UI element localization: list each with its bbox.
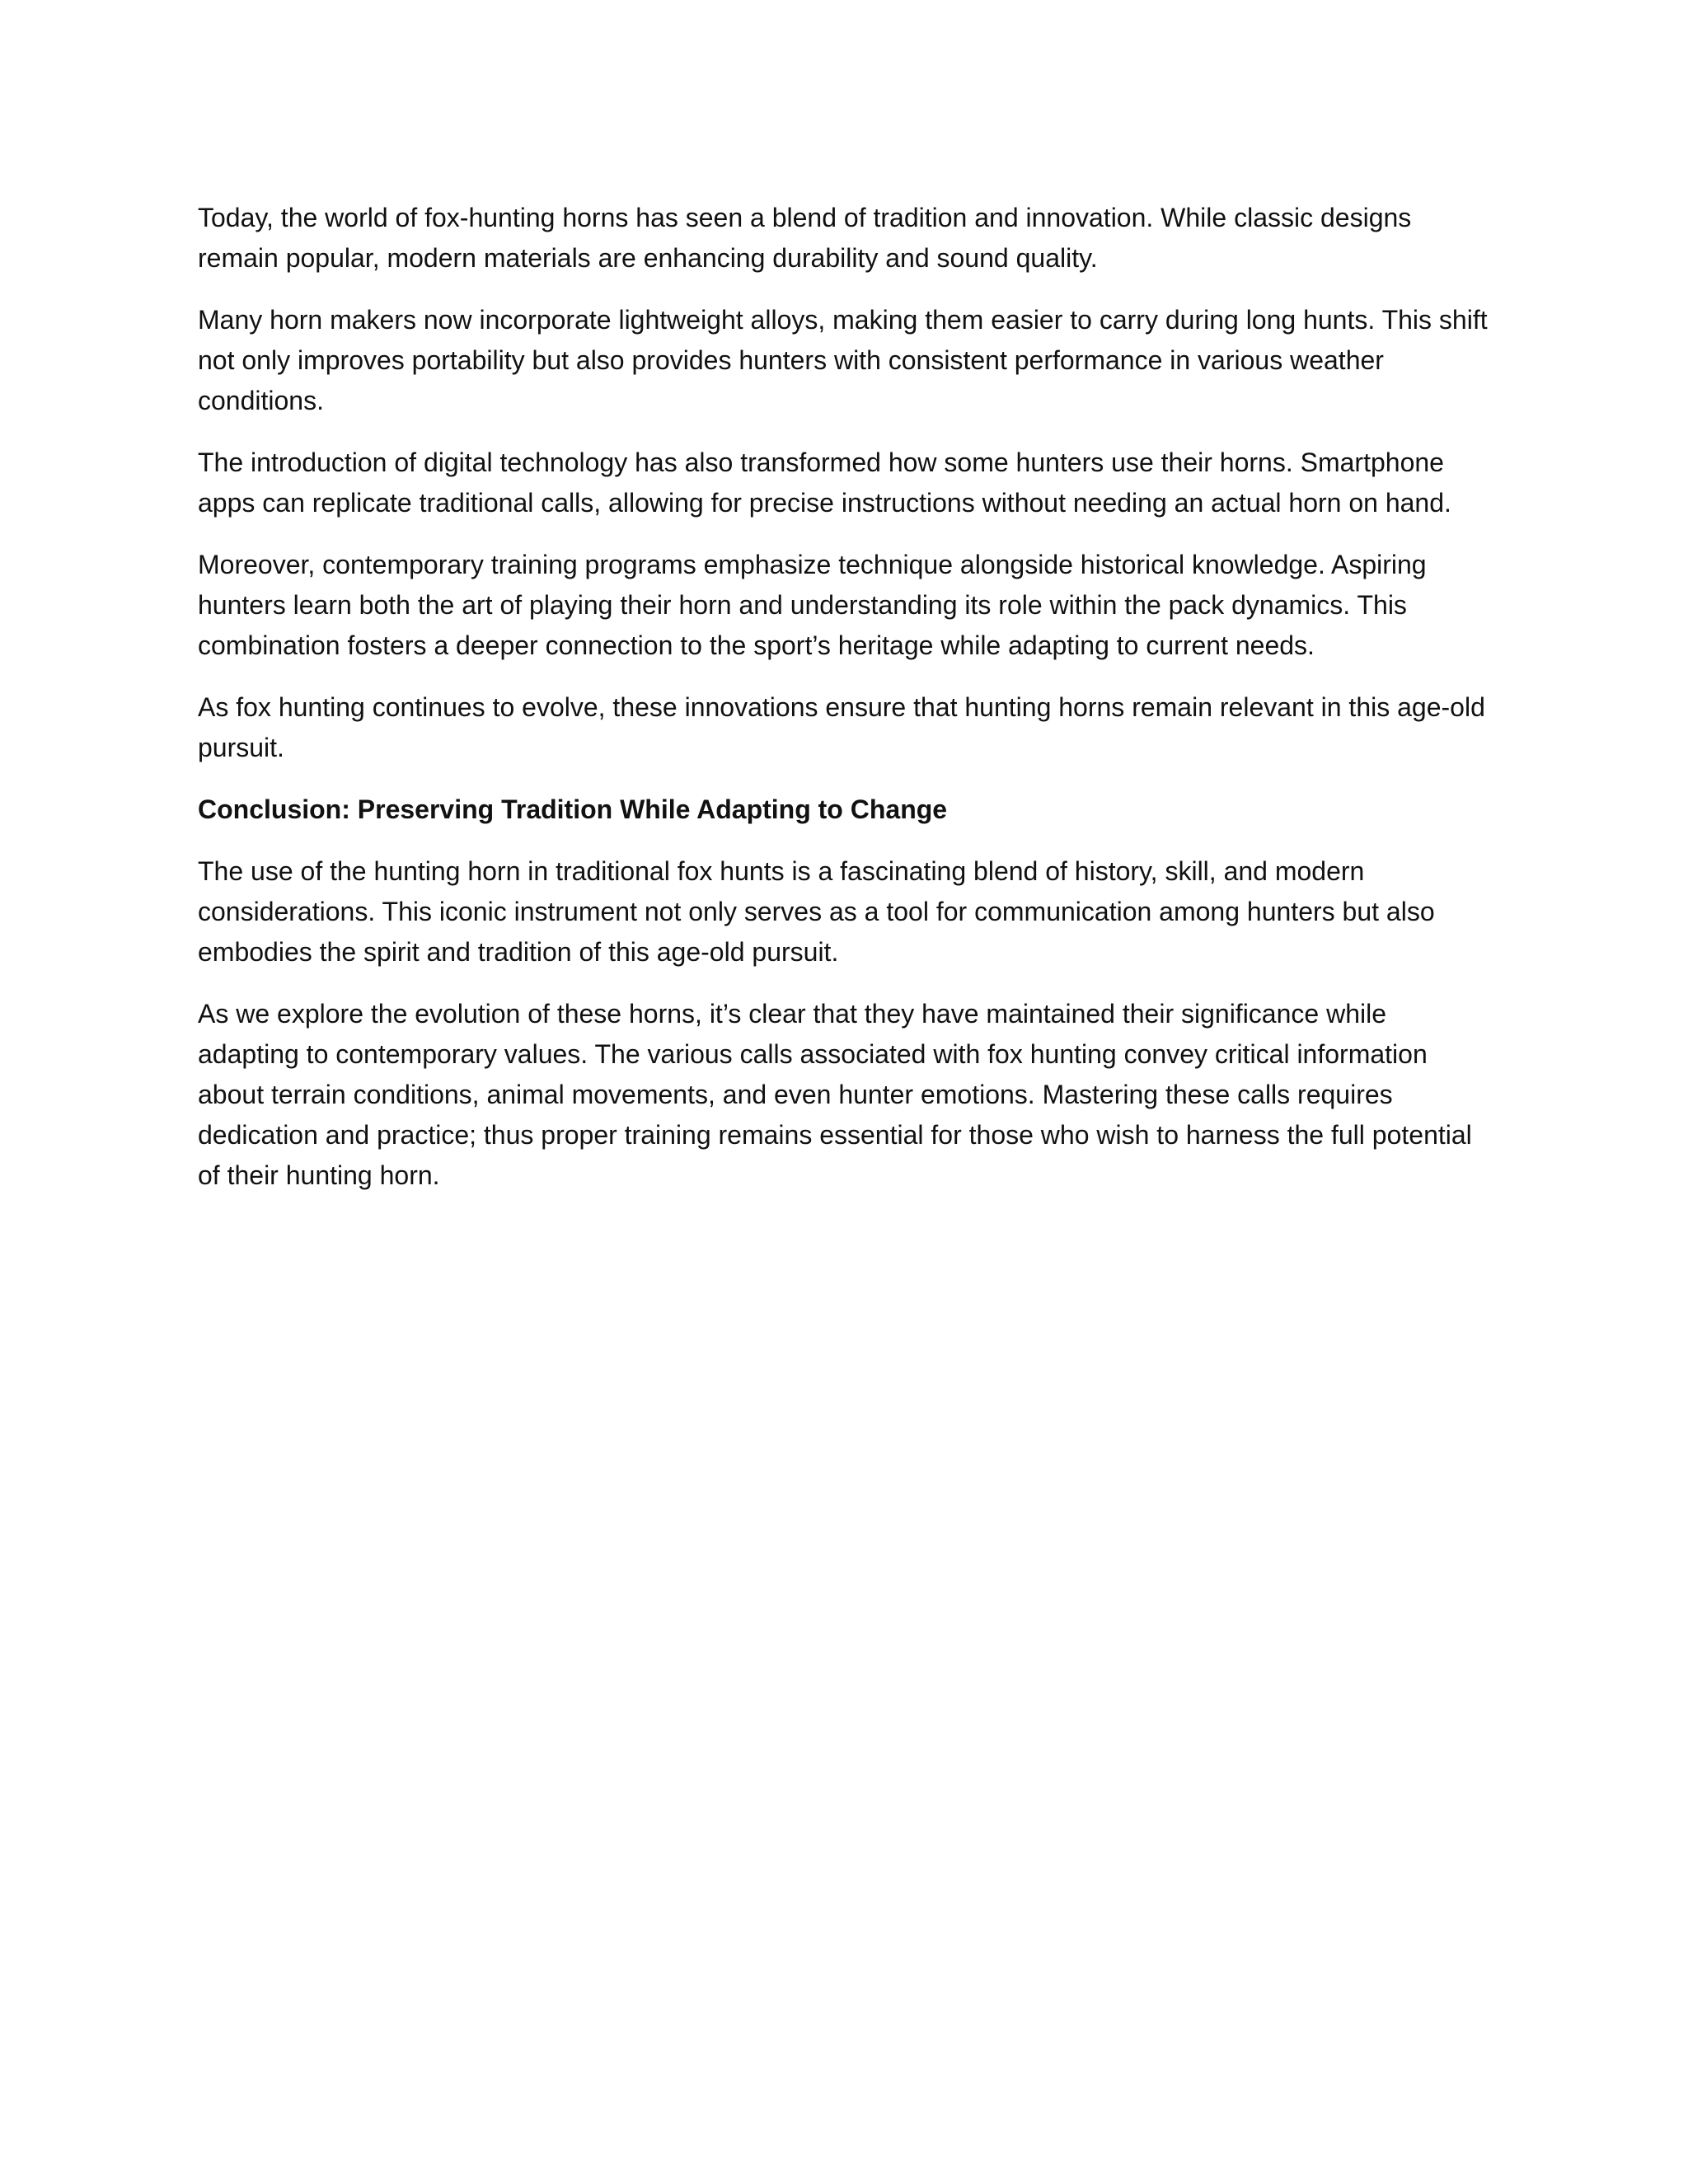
paragraph-digital-technology: The introduction of digital technology has also transformed how some hunters use their horns. Smartphone apps can replicate traditional calls, allowing for precise instructions without needing an actual horn on hand. bbox=[198, 448, 1451, 518]
paragraph-conclusion-evolution: As we explore the evolution of these horns, it’s clear that they have maintained their significance while adapting to contemporary values. The various calls associated with fox hunting convey critical information about terrain conditions, animal movements, and even hunter emotions. Mastering these calls requires dedication and practice; thus proper training remains essential for those who wish to harness the full potential of their hunting horn. bbox=[198, 999, 1472, 1190]
paragraph-lightweight-alloys: Many horn makers now incorporate lightweight alloys, making them easier to carry during long hunts. This shift not only improves portability but also provides hunters with consistent performance in various weather conditions. bbox=[198, 305, 1488, 415]
paragraph-modern-horns: Today, the world of fox-hunting horns has seen a blend of tradition and innovation. While classic designs remain popular, modern materials are enhancing durability and sound quality. bbox=[198, 203, 1412, 273]
paragraph-evolution: As fox hunting continues to evolve, these innovations ensure that hunting horns remain relevant in this age-old pursuit. bbox=[198, 692, 1485, 762]
section-heading-conclusion: Conclusion: Preserving Tradition While Adapting to Change bbox=[198, 794, 948, 824]
document-body bbox=[198, 198, 1492, 1217]
paragraph-conclusion-intro: The use of the hunting horn in traditional fox hunts is a fascinating blend of history, skill, and modern considerations. This iconic instrument not only serves as a tool for communication among hunters but also embodies the spirit and tradition of this age-old pursuit. bbox=[198, 856, 1435, 967]
paragraph-training-programs: Moreover, contemporary training programs emphasize technique alongside historical knowledge. Aspiring hunters learn both the art of playing their horn and understanding its role within the pack dynamics. This combination fosters a deeper connection to the sport’s heritage while adapting to current needs. bbox=[198, 550, 1427, 660]
